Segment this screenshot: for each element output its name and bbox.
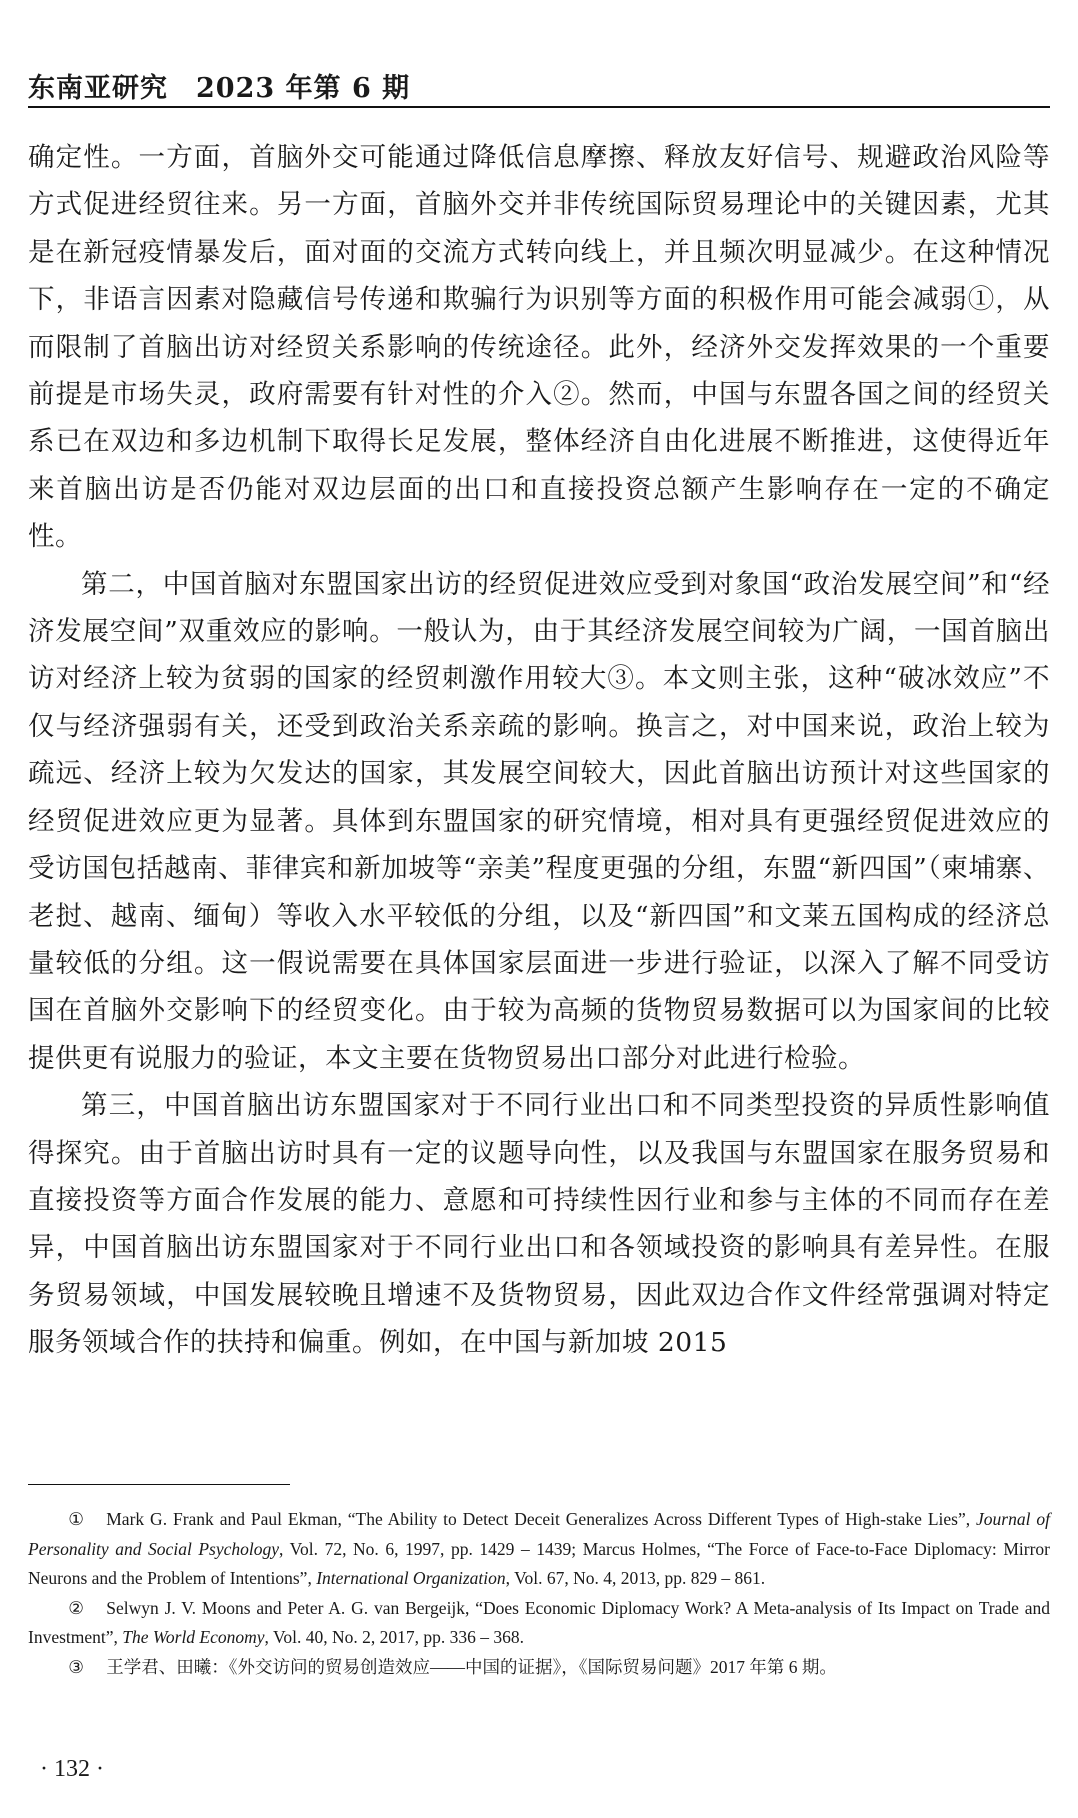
footnote-marker: ③ <box>68 1656 84 1677</box>
footnote-marker: ② <box>68 1597 84 1618</box>
footnote-divider <box>28 1484 290 1485</box>
paragraph-3: 第三，中国首脑出访东盟国家对于不同行业出口和不同类型投资的异质性影响值得探究。由于首脑出访时具有一定的议题导向性，以及我国与东盟国家在服务贸易和直接投资等方面合作发展的能力、意愿和可持续性因行业和参与主体的不同而存在差异，中国首脑出访东盟国家对于不同行业出口和各领域投资的影响具有差异性。在服务贸易领域，中国发展较晚且增速不及货物贸易，因此双边合作文件经常强调对特定服务领域合作的扶持和偏重。例如，在中国与新加坡 2015 <box>28 1090 1050 1359</box>
footnote-3: ③ 王学君、田曦：《外交访问的贸易创造效应——中国的证据》，《国际贸易问题》2017 年第 6 期。 <box>28 1653 1050 1683</box>
footnote-2: ② Selwyn J. V. Moons and Peter A. G. van Bergeijk, “Does Economic Diplomacy Work? A Meta-analysis of Its Impact on Trade and Investment”, The World Economy, Vol. 40, No. 2, 2017, pp. 336 – 368. <box>28 1594 1050 1653</box>
footnote-marker: ① <box>68 1509 84 1529</box>
page-number: · 132 · <box>40 1756 104 1782</box>
body-text <box>28 134 1050 1367</box>
footnote-1: ① Mark G. Frank and Paul Ekman, “The Ability to Detect Deceit Generalizes Across Different Types of High-stake Lies”, Journal of Personality and Social Psychology, Vol. 72, No. 6, 1997, pp. 1429 – 1439; Marcus Holmes, “The Force of Face-to-Face Diplomacy: Mirror Neurons and the Problem of Intentions”, International Organization, Vol. 67, No. 4, 2013, pp. 829 – 861. <box>28 1505 1050 1594</box>
paragraph-1: 确定性。一方面，首脑外交可能通过降低信息摩擦、释放友好信号、规避政治风险等方式促进经贸往来。另一方面，首脑外交并非传统国际贸易理论中的关键因素，尤其是在新冠疫情暴发后，面对面的交流方式转向线上，并且频次明显减少。在这种情况下，非语言因素对隐藏信号传递和欺骗行为识别等方面的积极作用可能会减弱①，从而限制了首脑出访对经贸关系影响的传统途径。此外，经济外交发挥效果的一个重要前提是市场失灵，政府需要有针对性的介入②。然而，中国与东盟各国之间的经贸关系已在双边和多边机制下取得长足发展，整体经济自由化进展不断推进，这使得近年来首脑出访是否仍能对双边层面的出口和直接投资总额产生影响存在一定的不确定性。 <box>28 142 1050 553</box>
issue-label: 2023 年第 6 期 <box>196 73 411 104</box>
paragraph-2: 第二，中国首脑对东盟国家出访的经贸促进效应受到对象国“政治发展空间”和“经济发展空间”双重效应的影响。一般认为，由于其经济发展空间较为广阔，一国首脑出访对经济上较为贫弱的国家的经贸刺激作用较大③。本文则主张，这种“破冰效应”不仅与经济强弱有关，还受到政治关系亲疏的影响。换言之，对中国来说，政治上较为疏远、经济上较为欠发达的国家，其发展空间较大，因此首脑出访预计对这些国家的经贸促进效应更为显著。具体到东盟国家的研究情境，相对具有更强经贸促进效应的受访国包括越南、菲律宾和新加坡等“亲美”程度更强的分组，东盟“新四国”（柬埔寨、老挝、越南、缅甸）等收入水平较低的分组，以及“新四国”和文莱五国构成的经济总量较低的分组。这一假说需要在具体国家层面进一步进行验证，以深入了解不同受访国在首脑外交影响下的经贸变化。由于较为高频的货物贸易数据可以为国家间的比较提供更有说服力的验证，本文主要在货物贸易出口部分对此进行检验。 <box>28 568 1050 1074</box>
journal-title: 东南亚研究 <box>28 73 168 104</box>
running-header <box>28 66 1050 108</box>
footnotes <box>28 1505 1050 1682</box>
